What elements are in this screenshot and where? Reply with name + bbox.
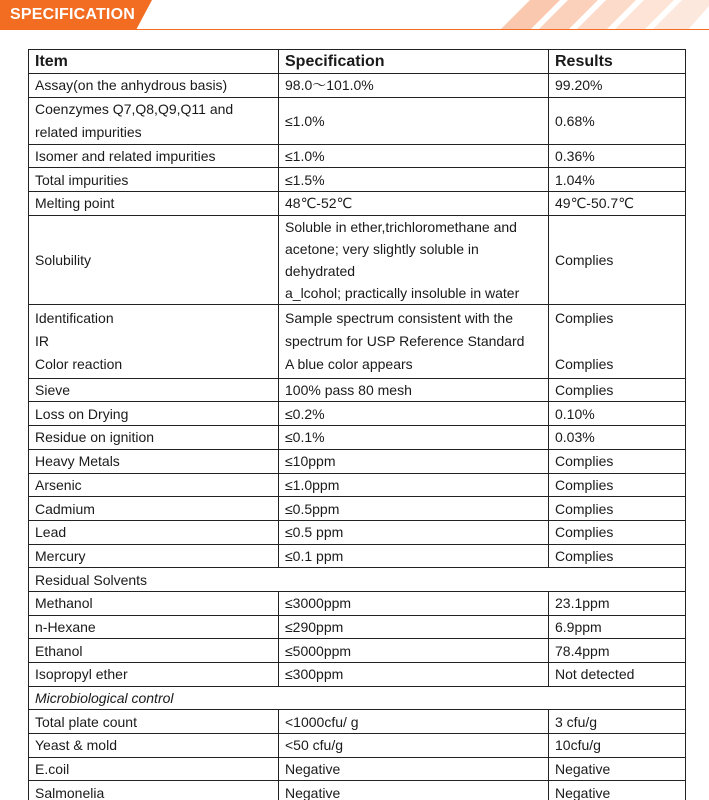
spec-cell: Negative [279,757,549,781]
spec-cell: ≤0.2% [279,402,549,426]
header-results: Results [549,50,686,74]
table-row [29,144,686,168]
table-row [29,304,686,378]
spec-cell: ≤1.0ppm [279,473,549,497]
spec-cell: ≤0.1% [279,426,549,450]
spec-cell: ≤1.0% [279,97,549,144]
table-row [29,168,686,192]
result-cell: Negative [549,781,686,800]
spec-cell: ≤3000ppm [279,591,549,615]
result-cell: Negative [549,757,686,781]
header-item: Item [29,50,279,74]
item-cell: Isomer and related impurities [29,144,279,168]
item-cell: Total plate count [29,710,279,734]
item-cell: Ethanol [29,639,279,663]
spec-line: Soluble in ether,trichloromethane and [285,218,517,235]
result-cell: 10cfu/g [549,734,686,758]
result-cell: 0.68% [549,97,686,144]
spec-cell: ≤300ppm [279,663,549,687]
spec-line: spectrum for USP Reference Standard [285,332,525,349]
spec-cell: <1000cfu/ g [279,710,549,734]
result-cell [549,304,686,378]
table-row [29,378,686,402]
result-line: Complies [555,309,614,326]
item-cell: Methanol [29,591,279,615]
table-row [29,520,686,544]
item-cell: Salmonelia [29,781,279,800]
spec-cell: ≤0.1 ppm [279,544,549,568]
table-row [29,192,686,216]
table-row [29,215,686,304]
table-row [29,639,686,663]
item-cell: Total impurities [29,168,279,192]
table-header-row [29,50,686,74]
result-cell: 99.20% [549,74,686,98]
result-cell: 0.03% [549,426,686,450]
spec-cell: Negative [279,781,549,800]
result-cell: 78.4ppm [549,639,686,663]
item-line: related impurities [35,123,142,140]
spec-cell: 100% pass 80 mesh [279,378,549,402]
table-row [29,757,686,781]
table-row [29,663,686,687]
spec-cell: ≤0.5 ppm [279,520,549,544]
banner-title: SPECIFICATION [10,6,135,23]
section-row-residual-solvents [29,568,686,592]
item-cell: Loss on Drying [29,402,279,426]
item-cell: Sieve [29,378,279,402]
item-line: IR [35,332,49,349]
table-row [29,710,686,734]
spec-cell: ≤1.5% [279,168,549,192]
spec-cell: ≤10ppm [279,449,549,473]
table-row [29,402,686,426]
item-cell: Arsenic [29,473,279,497]
item-cell: Mercury [29,544,279,568]
table-row [29,473,686,497]
item-cell: E.coil [29,757,279,781]
result-cell: 49℃-50.7℃ [549,192,686,216]
item-cell: Residue on ignition [29,426,279,450]
result-cell: Not detected [549,663,686,687]
item-cell: Cadmium [29,497,279,521]
result-cell: Complies [549,497,686,521]
result-cell: 1.04% [549,168,686,192]
result-cell: Complies [549,378,686,402]
table-row [29,591,686,615]
item-cell [29,97,279,144]
result-cell: 0.10% [549,402,686,426]
spec-cell: 98.0～101.0% [279,74,549,98]
result-cell: Complies [549,473,686,497]
spec-cell: 48℃-52℃ [279,192,549,216]
item-cell: Isopropyl ether [29,663,279,687]
result-cell: 3 cfu/g [549,710,686,734]
item-line: Color reaction [35,355,123,372]
table-row [29,615,686,639]
result-cell: Complies [549,520,686,544]
result-line: Complies [555,355,614,372]
result-cell: 0.36% [549,144,686,168]
result-cell: Complies [549,449,686,473]
spec-cell: ≤0.5ppm [279,497,549,521]
table-row [29,781,686,800]
item-cell: n-Hexane [29,615,279,639]
item-cell: Melting point [29,192,279,216]
specification-table [28,49,686,800]
result-cell: 6.9ppm [549,615,686,639]
specification-banner [0,0,709,30]
spec-cell: ≤1.0% [279,144,549,168]
result-cell: 23.1ppm [549,591,686,615]
item-line: Coenzymes Q7,Q8,Q9,Q11 and [35,100,234,117]
spec-line: A blue color appears [285,355,413,372]
result-cell: Complies [549,544,686,568]
item-cell: Solubility [29,215,279,304]
spec-line: Sample spectrum consistent with the [285,309,513,326]
spec-cell: <50 cfu/g [279,734,549,758]
item-cell: Heavy Metals [29,449,279,473]
section-title: Microbiological control [29,686,686,710]
item-cell [29,304,279,378]
table-row [29,426,686,450]
item-line: Identification [35,309,114,326]
section-row-microbiological-control [29,686,686,710]
spec-cell [279,304,549,378]
result-cell: Complies [549,215,686,304]
table-row [29,74,686,98]
spec-line: acetone; very slightly soluble in dehydrated [285,240,479,279]
table-row [29,497,686,521]
table-row [29,449,686,473]
section-title: Residual Solvents [29,568,686,592]
item-cell: Assay(on the anhydrous basis) [29,74,279,98]
spec-cell [279,215,549,304]
table-row [29,97,686,144]
result-line [555,330,679,353]
header-specification: Specification [279,50,549,74]
spec-cell: ≤5000ppm [279,639,549,663]
spec-line: a_lcohol; practically insoluble in water [285,284,520,301]
table-row [29,734,686,758]
item-cell: Lead [29,520,279,544]
table-row [29,544,686,568]
item-cell: Yeast & mold [29,734,279,758]
spec-cell: ≤290ppm [279,615,549,639]
